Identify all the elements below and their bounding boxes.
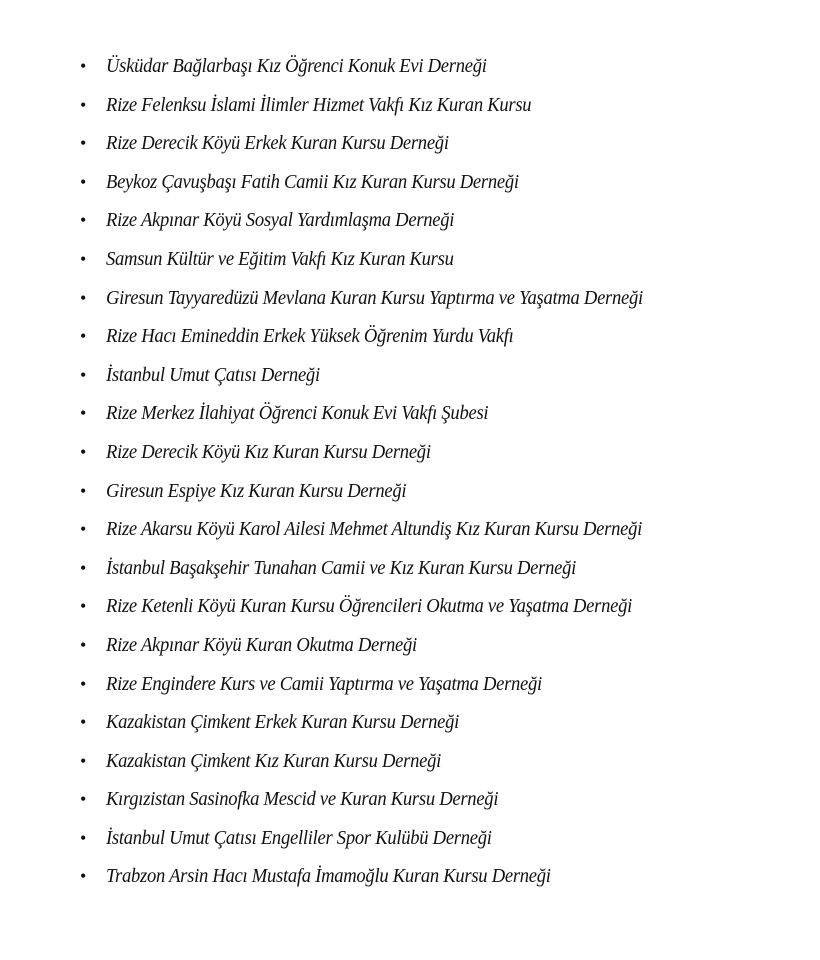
bullet-icon: • bbox=[80, 789, 87, 810]
bullet-icon: • bbox=[80, 480, 87, 501]
bullet-icon: • bbox=[80, 519, 87, 540]
list-item-text: Rize Engindere Kurs ve Camii Yaptırma ve Yaşatma Derneği bbox=[106, 672, 542, 695]
list-item-text: Trabzon Arsin Hacı Mustafa İmamoğlu Kuran Kursu Derneği bbox=[106, 865, 551, 888]
bullet-icon: • bbox=[80, 634, 87, 655]
list-item bbox=[0, 472, 820, 511]
bullet-icon: • bbox=[80, 827, 87, 848]
bullet-icon: • bbox=[80, 326, 87, 347]
list-item bbox=[0, 86, 820, 125]
list-item-text: Rize Derecik Köyü Erkek Kuran Kursu Derneği bbox=[106, 132, 449, 155]
list-item bbox=[0, 510, 820, 549]
list-item bbox=[0, 742, 820, 781]
bullet-icon: • bbox=[80, 210, 87, 231]
list-item-text: Rize Akpınar Köyü Kuran Okutma Derneği bbox=[106, 633, 417, 656]
list-item-text: Kazakistan Çimkent Kız Kuran Kursu Derneği bbox=[106, 749, 441, 772]
list-item-text: Rize Ketenli Köyü Kuran Kursu Öğrencileri Okutma ve Yaşatma Derneği bbox=[106, 595, 633, 618]
bullet-icon: • bbox=[80, 364, 87, 385]
bullet-icon: • bbox=[80, 557, 87, 578]
list-item-text: Kırgızistan Sasinofka Mescid ve Kuran Kursu Derneği bbox=[106, 788, 499, 811]
list-item-text: İstanbul Umut Çatısı Engelliler Spor Kulübü Derneği bbox=[106, 826, 492, 849]
bullet-icon: • bbox=[80, 287, 87, 308]
list-item-text: Kazakistan Çimkent Erkek Kuran Kursu Derneği bbox=[106, 711, 459, 734]
list-item bbox=[0, 317, 820, 356]
list-item-text: Giresun Tayyaredüzü Mevlana Kuran Kursu Yaptırma ve Yaşatma Derneği bbox=[106, 286, 643, 309]
list-item bbox=[0, 433, 820, 472]
list-item-text: Beykoz Çavuşbaşı Fatih Camii Kız Kuran Kursu Derneği bbox=[106, 170, 519, 193]
list-item bbox=[0, 279, 820, 318]
bullet-icon: • bbox=[80, 403, 87, 424]
list-item bbox=[0, 549, 820, 588]
list-item bbox=[0, 703, 820, 742]
list-item bbox=[0, 819, 820, 858]
bullet-icon: • bbox=[80, 248, 87, 269]
list-item-text: İstanbul Umut Çatısı Derneği bbox=[106, 363, 320, 386]
list-item-text: Samsun Kültür ve Eğitim Vakfı Kız Kuran Kursu bbox=[106, 247, 454, 270]
list-item bbox=[0, 240, 820, 279]
list-item-text: Rize Derecik Köyü Kız Kuran Kursu Derneği bbox=[106, 440, 431, 463]
bullet-icon: • bbox=[80, 866, 87, 887]
bullet-icon: • bbox=[80, 171, 87, 192]
organization-list bbox=[0, 47, 820, 896]
list-item bbox=[0, 163, 820, 202]
list-item bbox=[0, 857, 820, 896]
list-item-text: Rize Hacı Emineddin Erkek Yüksek Öğrenim Yurdu Vakfı bbox=[106, 325, 514, 348]
list-item-text: Rize Merkez İlahiyat Öğrenci Konuk Evi Vakfı Şubesi bbox=[106, 402, 489, 425]
list-item bbox=[0, 394, 820, 433]
list-item bbox=[0, 587, 820, 626]
bullet-icon: • bbox=[80, 712, 87, 733]
list-item bbox=[0, 626, 820, 665]
list-item bbox=[0, 201, 820, 240]
bullet-icon: • bbox=[80, 441, 87, 462]
bullet-icon: • bbox=[80, 673, 87, 694]
list-item bbox=[0, 356, 820, 395]
list-item bbox=[0, 47, 820, 86]
bullet-icon: • bbox=[80, 56, 87, 76]
bullet-icon: • bbox=[80, 596, 87, 617]
list-item-text: Giresun Espiye Kız Kuran Kursu Derneği bbox=[106, 479, 407, 502]
bullet-icon: • bbox=[80, 750, 87, 771]
list-item bbox=[0, 780, 820, 819]
list-item-text: Rize Felenksu İslami İlimler Hizmet Vakfı Kız Kuran Kursu bbox=[106, 93, 532, 116]
list-item-text: İstanbul Başakşehir Tunahan Camii ve Kız Kuran Kursu Derneği bbox=[106, 556, 576, 579]
list-item-text: Üsküdar Bağlarbaşı Kız Öğrenci Konuk Evi Derneği bbox=[106, 55, 487, 77]
bullet-icon: • bbox=[80, 94, 87, 115]
list-item bbox=[0, 124, 820, 163]
list-item bbox=[0, 665, 820, 704]
list-item-text: Rize Akpınar Köyü Sosyal Yardımlaşma Derneği bbox=[106, 209, 455, 232]
bullet-icon: • bbox=[80, 133, 87, 154]
list-item-text: Rize Akarsu Köyü Karol Ailesi Mehmet Altundiş Kız Kuran Kursu Derneği bbox=[106, 518, 642, 541]
